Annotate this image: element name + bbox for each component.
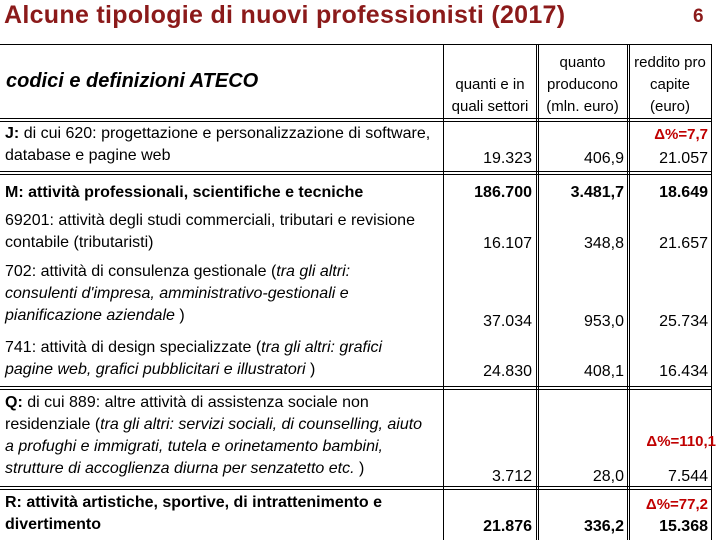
- cell-producono: 406,9: [583, 150, 624, 167]
- cell-reddito: 21.657: [659, 235, 708, 252]
- header-producono-line: quanto: [559, 54, 606, 71]
- cell-quanti: 37.034: [483, 313, 532, 330]
- row-line: M: attività professionali, scientifiche e tecniche: [5, 184, 364, 201]
- cell-reddito: 7.544: [667, 468, 708, 485]
- row-line: J: di cui 620: progettazione e personalizzazione di software,: [5, 125, 431, 142]
- row-741-text: [5, 337, 439, 381]
- row-line: 69201: attività degli studi commerciali, tributari e revisione: [5, 212, 415, 229]
- row-line-part: ): [310, 361, 316, 378]
- cell-reddito: 18.649: [659, 184, 708, 201]
- cell-reddito: 21.057: [659, 150, 708, 167]
- cell-producono: 3.481,7: [570, 184, 624, 201]
- header-producono: [538, 52, 627, 118]
- row-divider: [0, 389, 712, 390]
- header-quanti: [444, 74, 536, 118]
- header-producono-line: (mln. euro): [546, 98, 619, 115]
- page-number: 6: [693, 6, 704, 27]
- row-divider: [0, 118, 712, 119]
- cell-producono: 953,0: [583, 313, 624, 330]
- cell-quanti: 3.712: [491, 468, 532, 485]
- row-line: divertimento: [5, 516, 102, 533]
- cell-reddito: 25.734: [659, 313, 708, 330]
- row-line: [5, 359, 439, 381]
- row-line: contabile (tributaristi): [5, 234, 154, 251]
- row-divider: [0, 174, 712, 175]
- cell-reddito: 16.434: [659, 363, 708, 380]
- row-line-part: 702: attività di consulenza gestionale (: [5, 263, 277, 280]
- cell-quanti: 186.700: [474, 184, 532, 201]
- row-line: R: attività artistiche, sportive, di intrattenimento e: [5, 494, 382, 511]
- row-line: [5, 337, 439, 359]
- header-quanti-line: quali settori: [451, 98, 529, 115]
- row-divider: [0, 386, 712, 387]
- row-line: [5, 414, 439, 436]
- row-line-part: ): [179, 307, 185, 324]
- cell-quanti: 19.323: [483, 150, 532, 167]
- row-j-text: [5, 123, 439, 167]
- row-69201-text: [5, 210, 439, 254]
- header-reddito-line: (euro): [649, 98, 690, 115]
- cell-producono: 408,1: [583, 363, 624, 380]
- slide-title: Alcune tipologie di nuovi professionisti (2017): [4, 1, 566, 29]
- row-r-text: [5, 492, 439, 536]
- cell-producono: 348,8: [583, 235, 624, 252]
- row-line-part: tra gli altri: grafici: [261, 339, 383, 356]
- header-reddito: [629, 52, 711, 118]
- row-line: [5, 261, 439, 283]
- row-m-text: [5, 182, 439, 204]
- row-line-part: tra gli altri:: [276, 263, 351, 280]
- row-line-part: pagine web, grafici pubblicitari e illustratori: [5, 361, 306, 378]
- header-reddito-line: reddito pro: [634, 54, 706, 71]
- cell-producono: 28,0: [592, 468, 624, 485]
- row-divider: [0, 121, 712, 122]
- cell-quanti: 24.830: [483, 363, 532, 380]
- row-line-part: residenziale (: [5, 416, 101, 433]
- row-line-part: di cui 889: altre attività di assistenza sociale non: [27, 394, 369, 411]
- row-702-text: [5, 261, 439, 327]
- row-divider: [0, 489, 712, 490]
- row-line-part: pianificazione aziendale: [5, 307, 175, 324]
- header-quanti-line: quanti e in: [455, 76, 525, 93]
- row-divider: [0, 44, 712, 45]
- row-line: [5, 305, 439, 327]
- row-line: database e pagine web: [5, 147, 171, 164]
- delta-badge: Δ%=110,1: [646, 433, 716, 450]
- header-codes: codici e definizioni ATECO: [6, 70, 259, 92]
- delta-badge: Δ%=77,2: [645, 496, 708, 513]
- row-line: consulenti d'impresa, amministrativo-gestionali e: [5, 285, 349, 302]
- row-line-part: 741: attività di design specializzate (: [5, 339, 262, 356]
- cell-reddito: 15.368: [659, 518, 708, 535]
- row-line: Q: di cui 889: altre attività di assistenza sociale non: [5, 394, 369, 411]
- cell-quanti: 16.107: [483, 235, 532, 252]
- header-producono-line: producono: [547, 76, 618, 93]
- cell-producono: 336,2: [583, 518, 624, 535]
- delta-badge: Δ%=7,7: [654, 126, 708, 143]
- row-line-part: di cui 620: progettazione e personalizzazione di software,: [23, 125, 431, 142]
- row-line-part: tra gli altri: servizi sociali, di counselling, aiuto: [100, 416, 423, 433]
- row-line: a profughi e immigrati, tutela e orinetamento bambini,: [5, 438, 383, 455]
- row-divider: [0, 171, 712, 172]
- cell-quanti: 21.876: [483, 518, 532, 535]
- row-q-text: [5, 392, 439, 480]
- row-line-part: ): [358, 460, 365, 477]
- row-line: [5, 458, 439, 480]
- header-reddito-line: capite: [649, 76, 691, 93]
- row-line-part: strutture di accoglienza diurna per senzatetto etc.: [5, 460, 355, 477]
